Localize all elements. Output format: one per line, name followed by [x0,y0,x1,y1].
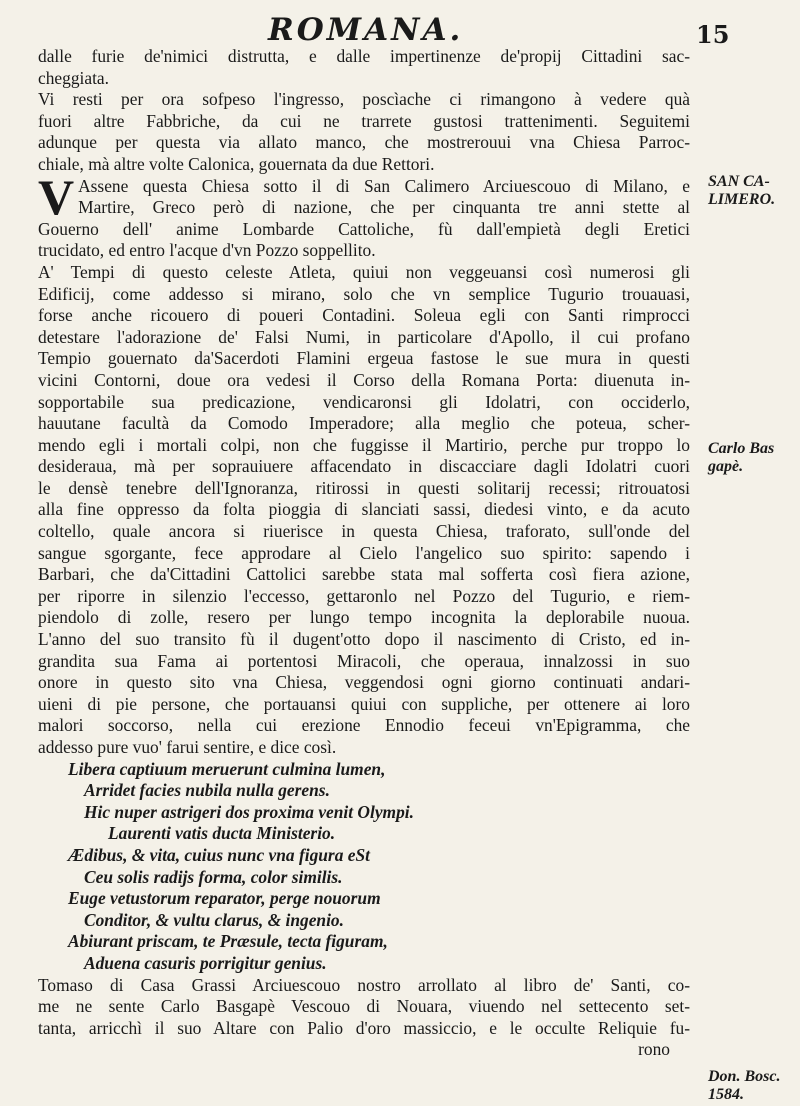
epigram-line: Laurenti vatis ducta Ministerio. [108,823,336,844]
page-number: 15 [696,20,730,49]
margin-note-line: gapè. [708,458,744,475]
text-line: per riporre in silenzio l'eccesso, gettaronlo nel Pozzo del Tugurio, e riem- [38,585,690,606]
epigram-line: Hic nuper astrigeri dos proxima venit Olympi. [84,801,414,822]
text-line: onore in questo sito vna Chiesa, veggendosi ogni giorno continuati andari- [38,672,690,693]
text-line: hauutane facultà da Comodo Imperadore; alla meglio che poteua, scher- [38,413,690,434]
paragraph [38,168,690,262]
epigram-line: Ædibus, & vita, cuius nunc vna figura eSt [68,844,370,865]
epigram [38,759,690,975]
text-line: sopportabile sua predicazione, vendicaronsi gli Idolatri, con occiderlo, [38,391,690,412]
text-line: alla fine oppresso da folta pioggia di slanciati sassi, diedesi vinto, e da acuto [38,499,690,520]
text-line: Barbari, che da'Cittadini Cattolici sarebbe stata mal sofferta così fiera azione, [38,564,690,585]
text-line: addesso pure vuo' farui sentire, e dice così. [38,737,337,757]
margin-note-date [708,1068,798,1104]
text-line: vicini Contorni, doue ora vedesi il Corso della Romana Porta: diuenuta in- [38,369,690,390]
text-line: mendo egli i mortali colpi, non che fuggisse il Martirio, perche pur troppo lo [38,434,690,455]
text-line: chiale, mà altre volte Calonica, gouernata da due Rettori. [38,153,435,174]
text-line: Edificij, come addesso si mirano, solo che vn semplice Tugurio trouauasi, [38,283,690,304]
paragraph [38,262,690,759]
text-line: grandita sua Fama ai portentosi Miracoli, che operaua, innalzossi in suo [38,650,690,671]
text-line: desideraua, mà per soprauiuere affacendato in discacciare dagli Idolatri cuori [38,456,690,477]
text-line: Vi resti per ora sofpeso l'ingresso, poscìache ci rimangono à vedere quà [38,89,690,110]
text-line: uieni di pie persone, che portauansi quiui con suppliche, per ottenere ai loro [38,693,690,714]
text-line: me ne sente Carlo Basgapè Vescouo di Nouara, viuendo nel settecento set- [38,996,690,1017]
drop-cap: V [38,168,75,225]
margin-note-line: Carlo Bas [708,440,775,457]
epigram-line: Conditor, & vultu clarus, & ingenio. [84,909,344,930]
text-line: le densè tenebre dell'Ignoranza, ritirossi in questi solitarij recessi; ritrouatosi [38,477,690,498]
margin-note-line: Don. Bosc. [708,1068,781,1085]
text-line: coltello, quale ancora si riuerisce in questa Chiesa, traforato, sull'onde del [38,521,690,542]
text-line: malori soccorso, nella cui erezione Ennodio feceui vn'Epigramma, che [38,715,690,736]
text-line: cheggiata. [38,67,109,88]
margin-note-line: LIMERO. [708,191,776,208]
text-line: fuori altre Fabbriche, da cui ne trarrete gustosi trattenimenti. Seguitemi [38,110,690,131]
text-line: A' Tempi di questo celeste Atleta, quiui non veggeuansi così numerosi gli [38,261,690,282]
epigram-line: Aduena casuris porrigitur genius. [84,952,327,973]
text-line: tanta, arricchì il suo Altare con Palio d'oro massiccio, e le occulte Reliquie fu- [38,1017,690,1038]
text-line: trucidato, ed entro l'acque d'vn Pozzo soppellito. [38,240,376,261]
closing-paragraph [38,975,690,1061]
margin-note-san-calimero [708,173,798,209]
epigram-line: Ceu solis radijs forma, color similis. [84,866,343,887]
paragraph [38,46,690,89]
epigram-line: Abiurant priscam, te Præsule, tecta figuram, [68,931,388,952]
text-line: Martire, Greco però di nazione, che per cinquanta tre anni stette al [78,197,690,218]
epigram-line: Libera captiuum meruerunt culmina lumen, [68,758,386,779]
margin-note-line: SAN CA- [708,173,770,190]
text-line: piendolo di zolle, resero per lungo tempo incognita la deplorabile nuoua. [38,607,690,628]
text-line: sangue sgorgante, fece approdare al Cielo l'angelico suo spirito: sapendo i [38,542,690,563]
epigram-line: Euge vetustorum reparator, perge nouorum [68,888,381,909]
margin-note-carlo [708,440,798,476]
epigram-line: Arridet facies nubila nulla gerens. [84,780,330,801]
text-line: adunque per questa via allato manco, che mostrerouui vna Chiesa Parroc- [38,132,690,153]
text-line: Tomaso di Casa Grassi Arciuescouo nostro arrollato al libro de' Santi, co- [38,974,690,995]
text-line: Tempio gouernato da'Sacerdoti Flamini ergeua fastose le sue mura in questi [38,348,690,369]
text-line: L'anno del suo transito fù il dugent'otto dopo il nascimento di Cristo, ed in- [38,629,690,650]
text-line: rono [638,1039,670,1060]
main-text [38,46,690,1061]
running-title: ROMANA. [268,12,464,48]
text-line: detestare l'adorazione de' Falsi Numi, in particolare d'Apollo, il cui profano [38,326,690,347]
paragraph [38,89,690,175]
text-line: dalle furie de'nimici distrutta, e dalle impertinenze de'propij Cittadini sac- [38,46,690,66]
text-line: forse anche ricouero di poueri Contadini. Soleua egli con Santi rimprocci [38,305,690,326]
text-line: Gouerno dell' anime Lombarde Cattoliche, fù dall'empietà degli Eretici [38,218,690,239]
text-line: Assene questa Chiesa sotto il di San Calimero Arciuescouo di Milano, e [78,175,690,196]
margin-note-line: 1584. [708,1086,744,1103]
